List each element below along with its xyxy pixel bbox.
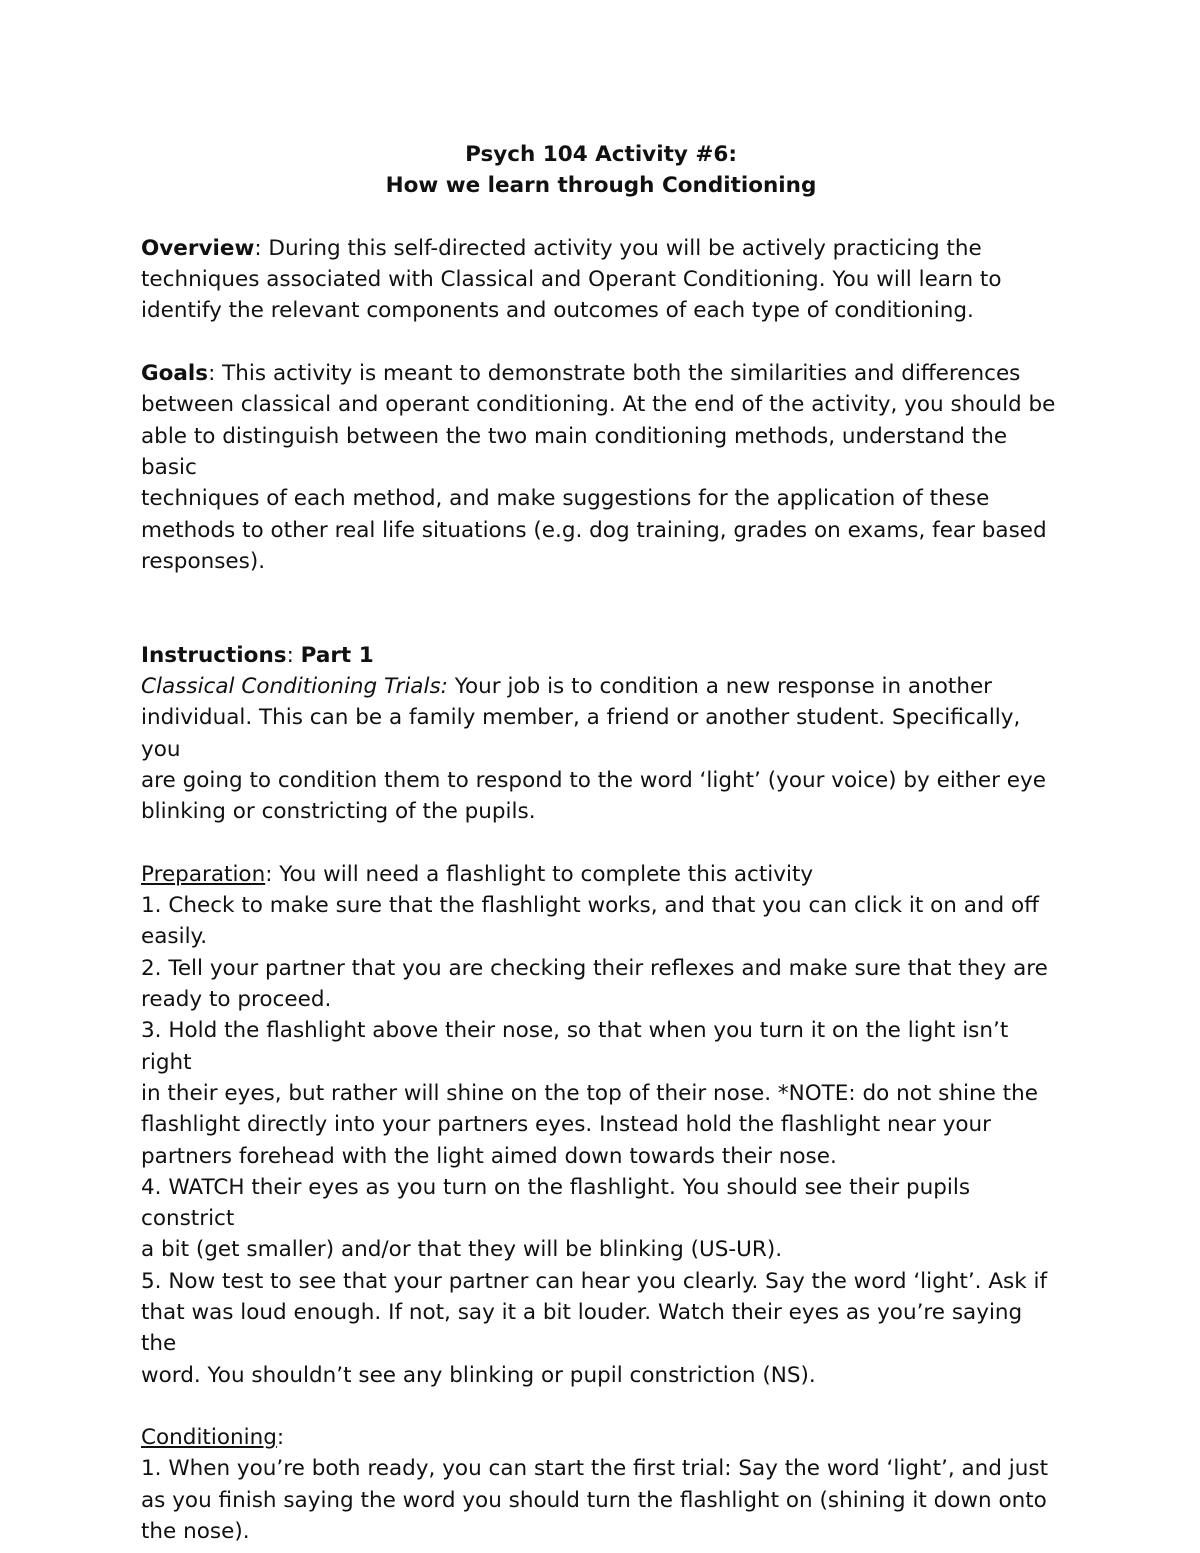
title-line-1: Psych 104 Activity #6:	[465, 142, 737, 167]
preparation-intro: : You will need a flashlight to complete this activity	[265, 861, 814, 887]
overview-line: techniques associated with Classical and Operant Conditioning. You will learn to	[141, 267, 1002, 293]
instructions-line: blinking or constricting of the pupils.	[141, 799, 536, 825]
overview-label: Overview	[141, 235, 255, 261]
conditioning-line: the nose).	[141, 1519, 250, 1545]
preparation-line: 4. WATCH their eyes as you turn on the flashlight. You should see their pupils constrict	[141, 1174, 971, 1232]
instructions-part: Part 1	[300, 642, 374, 668]
preparation-label: Preparation	[141, 861, 266, 887]
instructions-section	[141, 640, 1061, 828]
preparation-line: a bit (get smaller) and/or that they will be blinking (US-UR).	[141, 1237, 783, 1263]
goals-line: techniques of each method, and make suggestions for the application of these	[141, 486, 990, 512]
conditioning-section	[141, 1422, 1061, 1547]
preparation-line: 1. Check to make sure that the flashlight works, and that you can click it on and off	[141, 893, 1039, 919]
classical-subheading: Classical Conditioning Trials:	[141, 674, 448, 700]
preparation-line: in their eyes, but rather will shine on the top of their nose. *NOTE: do not shine the	[141, 1080, 1038, 1106]
goals-label: Goals	[141, 361, 209, 387]
preparation-line: that was loud enough. If not, say it a bit louder. Watch their eyes as you’re saying the	[141, 1299, 1023, 1357]
preparation-line: partners forehead with the light aimed down towards their nose.	[141, 1143, 837, 1169]
instructions-heading	[141, 640, 1061, 671]
conditioning-suffix: :	[276, 1425, 285, 1451]
preparation-line: word. You shouldn’t see any blinking or pupil constriction (NS).	[141, 1362, 816, 1388]
conditioning-label: Conditioning	[141, 1425, 277, 1451]
preparation-line: 2. Tell your partner that you are checking their reflexes and make sure that they are	[141, 955, 1048, 981]
goals-line: : This activity is meant to demonstrate both the similarities and differences	[208, 361, 1021, 387]
preparation-line: 3. Hold the flashlight above their nose, so that when you turn it on the light isn’t right	[141, 1018, 1009, 1075]
goals-paragraph	[141, 358, 1061, 577]
preparation-line: flashlight directly into your partners eyes. Instead hold the flashlight near your	[141, 1112, 992, 1138]
overview-paragraph	[141, 233, 1061, 327]
document-title	[141, 139, 1061, 202]
overview-line: identify the relevant components and outcomes of each type of conditioning.	[141, 298, 974, 324]
conditioning-line: 1. When you’re both ready, you can start the first trial: Say the word ‘light’, and just	[141, 1456, 1049, 1482]
goals-line: between classical and operant conditioning. At the end of the activity, you should be	[141, 392, 1056, 418]
document-content	[141, 139, 1061, 1547]
instructions-line: individual. This can be a family member, a friend or another student. Specifically, you	[141, 705, 1021, 762]
instructions-label: Instructions	[141, 642, 287, 668]
goals-line: responses).	[141, 548, 266, 574]
overview-line: : During this self-directed activity you will be actively practicing the	[254, 235, 982, 261]
conditioning-line: as you finish saying the word you should turn the flashlight on (shining it down onto	[141, 1487, 1047, 1513]
goals-line: methods to other real life situations (e.g. dog training, grades on exams, fear based	[141, 517, 1047, 543]
instructions-line: are going to condition them to respond to the word ‘light’ (your voice) by either eye	[141, 767, 1046, 793]
title-line-2: How we learn through Conditioning	[385, 173, 817, 199]
preparation-line: ready to proceed.	[141, 987, 332, 1013]
instructions-separator: :	[286, 642, 301, 668]
goals-line: able to distinguish between the two main conditioning methods, understand the basic	[141, 423, 1008, 480]
instructions-line: Your job is to condition a new response in another	[447, 674, 993, 700]
preparation-line: 5. Now test to see that your partner can hear you clearly. Say the word ‘light’. Ask if	[141, 1268, 1048, 1294]
preparation-section	[141, 859, 1061, 1391]
preparation-line: easily.	[141, 924, 208, 950]
